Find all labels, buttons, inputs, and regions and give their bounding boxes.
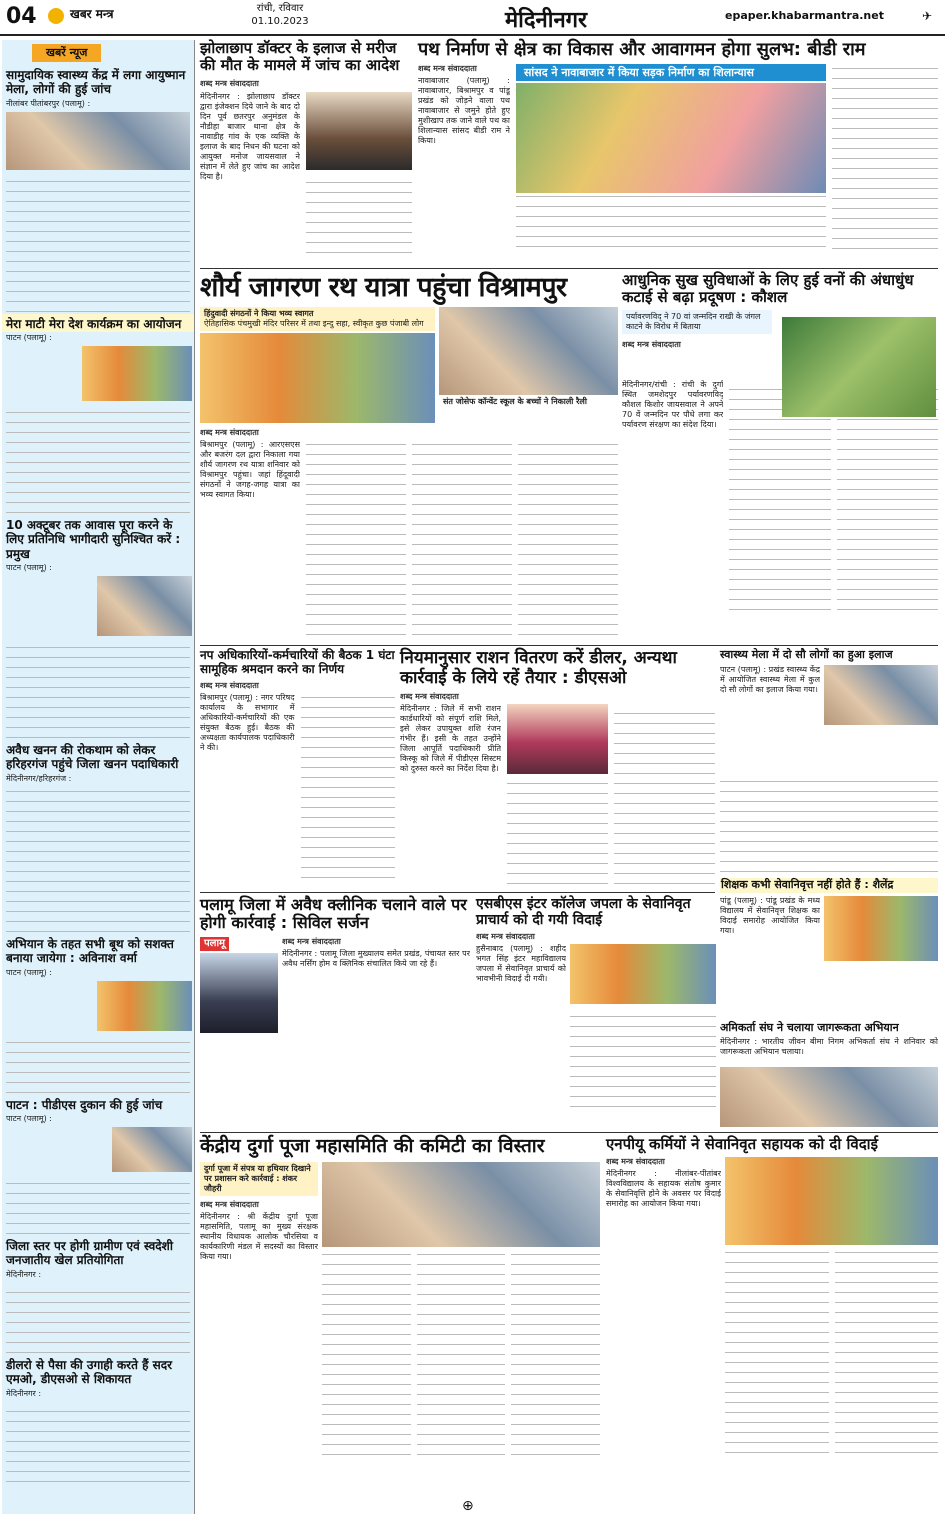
body-road-foundation-col3	[832, 64, 938, 249]
left-body-7	[6, 1283, 190, 1353]
body-rath-yatra-col2	[306, 440, 406, 635]
headline-npu-farewell: एनपीयू कर्मियों ने सेवानिवृत सहायक को दी विदाई	[606, 1135, 878, 1153]
divider	[200, 645, 938, 646]
body-ration-distribution: मेदिनीनगर : जिले में सभी राशन कार्डधारियों को संपूर्ण राशि मिले, इसे लेकर उपायुक्त शशि रंजन गंभीर हैं। इसी के तहत उन्होंने जिला आपूर्ति पदाधिकारी प्रीति किस्कू को जिले में पीडीएस सिस्टम को दुरुस्त करने का निर्देश दिया है।	[400, 704, 501, 774]
left-body-4	[6, 787, 190, 932]
masthead	[0, 0, 945, 36]
body-health-fair-cont	[720, 772, 938, 872]
left-dateline-6: पाटन (पलामू) :	[6, 1114, 52, 1124]
left-news-column	[2, 40, 195, 1514]
article-illegal-clinic	[200, 896, 470, 1128]
body-illegal-clinic: मेदिनीनगर : पलामू जिला मुख्यालय समेत प्रखंड, पंचायत स्तर पर अवैध नर्सिंग होम व क्लिनिक संचालित किये जा रहे हैं।	[282, 948, 470, 968]
left-dateline-2: पाटन (पलामू) :	[6, 332, 52, 342]
body-ration-col3	[614, 704, 715, 884]
brand-logo-icon	[48, 8, 64, 24]
left-headline-5: अभियान के तहत सभी बूथ को सशक्त बनाया जायेगा : अविनाश वर्मा	[6, 936, 174, 966]
epaper-link[interactable]: epaper.khabarmantra.net	[725, 9, 884, 22]
headline-doctor-probe: झोलाछाप डॉक्टर के इलाज से मरीज की मौत के मामले में जांच का आदेश	[200, 39, 400, 75]
body-college-farewell: हुसैनाबाद (पलामू) : शहीद भगत सिंह इंटर महाविद्यालय जपला में सेवानिवृत प्राचार्य को भावभीनी विदाई दी गयी।	[476, 944, 566, 984]
body-doctor-probe: मेदिनीनगर : झोलाछाप डॉक्टर द्वारा इंजेक्शन दिये जाने के बाद दो दिन पूर्व छतरपुर अनुमंडल के नौडीहा बाजार थाना क्षेत्र के नावाडीह गांव के एक व्यक्ति के इलाज के बाद निधन की घटना को आयुक्त मनोज जायसवाल ने संज्ञान में लेते हुए जांच का आदेश दिया है।	[200, 91, 300, 181]
headline-ration-distribution: नियमानुसार राशन वितरण करें डीलर, अन्यथा कार्रवाई के लिये रहें तैयार : डीएसओ	[400, 648, 677, 688]
body-council-meeting-col2	[301, 693, 396, 878]
headline-council-meeting: नप अधिकारियों-कर्मचारियों की बैठक 1 घंटा सामूहिक श्रमदान करने का निर्णय	[200, 648, 395, 676]
body-ration-col2	[507, 776, 608, 884]
article-road-foundation	[418, 40, 938, 265]
left-headline-1: सामुदायिक स्वास्थ्य केंद्र में लगा आयुष्मान मेला, लोगों की हुई जांच	[6, 67, 186, 97]
photo-plantation	[782, 317, 936, 417]
article-durga-puja	[200, 1136, 600, 1498]
byline-durga-puja: शब्द मन्त्र संवाददाता	[200, 1199, 259, 1209]
section-tag: खबरें न्यूज	[32, 44, 101, 62]
article-pollution	[622, 272, 938, 642]
body-rath-yatra-col4	[518, 440, 618, 635]
article-ration-distribution	[400, 649, 715, 889]
left-photo-5	[97, 981, 192, 1031]
byline-doctor-probe: शब्द मन्त्र संवाददाता	[200, 78, 259, 88]
photo-rath-yatra	[200, 333, 435, 423]
caption-rath-1: हिंदुवादी संगठनों ने किया भव्य स्वागत ऐतिहासिक पंचमुखी मंदिर परिसर में तथा इन्दु सहा, स्वीकृत कुछ पंजाबी लोग	[200, 307, 435, 331]
body-road-foundation-cont	[516, 195, 826, 247]
photo-civil-surgeon	[200, 953, 278, 1033]
left-dateline-8: मेदिनीनगर :	[6, 1388, 42, 1398]
registration-mark-icon: ⊕	[462, 1498, 474, 1514]
photo-npu-farewell	[725, 1157, 938, 1245]
left-photo-1	[6, 112, 190, 170]
left-headline-6: पाटन : पीडीएस दुकान की हुई जांच	[6, 1097, 163, 1112]
photo-teacher-retire	[824, 896, 938, 961]
body-durga-puja-col4	[511, 1250, 600, 1455]
byline-council-meeting: शब्द मन्त्र संवाददाता	[200, 680, 259, 690]
body-college-farewell-cont	[570, 1007, 716, 1107]
body-teacher-retire: पांडू (पलामू) : पांडू प्रखंड के मध्य विद्यालय में सेवानिवृत्त शिक्षक का विदाई समारोह आयोजित किया गया।	[720, 895, 820, 935]
article-npu-farewell	[606, 1136, 938, 1498]
photo-health-fair	[824, 665, 938, 725]
left-headline-7: जिला स्तर पर होगी ग्रामीण एवं स्वदेशी जनजातीय खेल प्रतियोगिता	[6, 1239, 173, 1268]
photo-road-foundation	[516, 83, 826, 193]
left-photo-2	[82, 346, 192, 401]
left-photo-6	[112, 1127, 192, 1172]
body-rath-yatra-col3	[412, 440, 512, 635]
divider	[200, 1132, 938, 1133]
headline-road-foundation: पथ निर्माण से क्षेत्र का विकास और आवागमन होगा सुलभ: बीडी राम	[418, 39, 866, 60]
article-teacher-retire	[720, 878, 938, 1018]
body-durga-puja-col2	[322, 1250, 411, 1455]
byline-npu-farewell: शब्द मन्त्र संवाददाता	[606, 1157, 665, 1167]
byline-pollution: शब्द मन्त्र संवाददाता	[622, 339, 681, 349]
left-dateline-3: पाटन (पलामू) :	[6, 563, 52, 573]
left-body-2	[6, 403, 190, 513]
byline-road-foundation: शब्द मन्त्र संवाददाता	[418, 63, 477, 73]
headline-illegal-clinic: पलामू जिला में अवैध क्लीनिक चलाने वाले पर होगी कार्रवाई : सिविल सर्जन	[200, 895, 467, 933]
article-doctor-probe	[200, 40, 412, 265]
subhead-road-foundation: सांसद ने नावाबाजार में किया सड़क निर्माण का शिलान्यास	[516, 64, 826, 82]
left-body-1	[6, 172, 190, 312]
left-dateline-4: मेदिनीनगर/हरिहरगंज :	[6, 773, 72, 783]
body-rath-yatra: बिश्रामपुर (पलामू) : आरएसएस और बजरंग दल द्वारा निकाला गया शौर्य जागरण रथ यात्रा शनिवार को विश्रामपुर पहुंचा। जहां हिंदूवादी संगठनों ने जगह-जगह यात्रा का भव्य स्वागत किया।	[200, 440, 300, 500]
place-day: रांची, रविवार	[256, 3, 304, 14]
photo-durga-puja	[322, 1162, 600, 1247]
article-council-meeting	[200, 649, 395, 889]
page-city-title: मेदिनीनगर	[505, 8, 588, 33]
body-durga-puja: मेदिनीनगर : श्री केंद्रीय दुर्गा पूजा महासमिति, पलामू का मुख्य संरक्षक स्थानीय विधायक आलोक चौरसिया व कार्यकारिणी मंडल में सदस्यों का विस्तार किया गया।	[200, 1211, 318, 1261]
byline-college-farewell: शब्द मन्त्र संवाददाता	[476, 932, 535, 942]
left-dateline-5: पाटन (पलामू) :	[6, 967, 52, 977]
article-rath-yatra	[200, 272, 618, 642]
article-college-farewell	[476, 896, 716, 1128]
left-dateline-1: नीलांबर पीतांबरपुर (पलामू) :	[6, 98, 91, 108]
headline-durga-puja: केंद्रीय दुर्गा पूजा महासमिति की कमिटी का विस्तार	[200, 1135, 545, 1157]
caption-durga-puja: दुर्गा पूजा में संपत्र या हथियार दिखाने पर प्रशासन करे कार्रवाई : शंकर जौहरी	[200, 1162, 318, 1196]
photo-label-palamu: पलामू	[200, 937, 229, 952]
headline-rath-yatra: शौर्य जागरण रथ यात्रा पहुंचा विश्रामपुर	[200, 272, 567, 303]
byline-ration-distribution: शब्द मन्त्र संवाददाता	[400, 692, 459, 702]
left-body-5	[6, 1033, 190, 1093]
left-dateline-7: मेदिनीनगर :	[6, 1269, 42, 1279]
dateline	[240, 3, 320, 28]
article-health-fair	[720, 649, 938, 771]
body-npu-farewell: मेदिनीनगर : नीलांबर-पीतांबर विश्वविद्यालय के सहायक संतोष कुमार के सेवानिवृत्ति होने के अवसर पर विदाई समारोह का आयोजन किया गया।	[606, 1169, 721, 1209]
body-agent-union: मेदिनीनगर : भारतीय जीवन बीमा निगम अभिकर्ता संघ ने शनिवार को जागरूकता अभियान चलाया।	[720, 1036, 938, 1056]
divider	[200, 268, 938, 269]
headline-health-fair: स्वास्थ्य मेला में दो सौ लोगों का हुआ इलाज	[720, 648, 893, 661]
issue-date: 01.10.2023	[251, 15, 309, 27]
left-headline-8: डीलरो से पैसा की उगाही करते हैं सदर एमओ, डीएसओ से शिकायत	[6, 1357, 173, 1387]
left-headline-3: 10 अक्टूबर तक आवास पूरा करने के लिए प्रतिनिधि भागीदारी सुनिश्चित करें : प्रमुख	[6, 517, 181, 561]
photo-dso	[507, 704, 608, 774]
left-photo-3	[97, 576, 192, 636]
photo-college-farewell	[570, 944, 716, 1004]
left-body-6	[6, 1174, 190, 1234]
body-doctor-probe-cont	[306, 173, 412, 253]
divider	[200, 892, 715, 893]
byline-rath-yatra: शब्द मन्त्र संवाददाता	[200, 428, 259, 438]
left-headline-2: मेरा माटी मेरा देश कार्यक्रम का आयोजन	[2, 314, 194, 332]
bird-icon: ✈	[922, 9, 933, 23]
caption-rath-2: संत जोसेफ कॉन्वेंट स्कूल के बच्चों ने निकाली रैली	[439, 395, 618, 409]
article-agent-union	[720, 1022, 938, 1132]
headline-college-farewell: एसबीएस इंटर कॉलेज जपला के सेवानिवृत प्राचार्य को दी गयी विदाई	[476, 896, 691, 929]
byline-illegal-clinic: शब्द मन्त्र संवाददाता	[282, 936, 341, 946]
caption-pollution: पर्यावरणविद् ने 70 वां जन्मदिन राखी के जंगल काटने के विरोध में बिताया	[622, 310, 772, 334]
photo-commissioner	[306, 92, 412, 170]
body-pollution: मेदिनीनगर/रांची : रांची के दुर्गा स्थित जमशेदपुर पर्यावरणविद् कौशल किशोर जायसवाल ने अपने 70 वें जन्मदिन पर पौधे लगा कर पर्यावरण संरक्षण का संदेश दिया।	[622, 379, 724, 429]
photo-agent-union	[720, 1067, 938, 1127]
body-npu-farewell-col3	[835, 1248, 939, 1453]
body-council-meeting: बिश्रामपुर (पलामू) : नगर परिषद कार्यालय के सभागार में अधिकारियों-कर्मचारियों की एक संयुक्त बैठक हुई। बैठक की अध्यक्षता कार्यपालक पदाधिकारी ने की।	[200, 692, 295, 752]
body-health-fair: पाटन (पलामू) : प्रखंड स्वास्थ्य केंद्र में आयोजित स्वास्थ्य मेला में कुल दो सौ लोगों का इलाज किया गया।	[720, 664, 820, 694]
headline-teacher-retire: शिक्षक कभी सेवानिवृत्त नहीं होते हैं : शैलेंद्र	[720, 878, 938, 893]
photo-school-rally	[439, 307, 618, 395]
brand-name: खबर मन्त्र	[70, 7, 114, 21]
left-body-3	[6, 638, 190, 738]
left-body-8	[6, 1402, 190, 1482]
body-npu-farewell-col2	[725, 1248, 829, 1453]
left-headline-4: अवैध खनन की रोकथाम को लेकर हरिहरगंज पहुंचे जिला खनन पदाधिकारी	[6, 743, 179, 772]
body-road-foundation: नावाबाजार (पलामू) : नावाबाजार, बिश्रामपुर व पांडू प्रखंड को जोड़ने वाला पथ नावाबाजार से जमुने होते हुए मुशीखाप तक जाने वाले पथ का शिलान्यास सांसद बीडी राम ने किया।	[418, 75, 510, 145]
headline-pollution: आधुनिक सुख सुविधाओं के लिए हुई वनों की अंधाधुंध कटाई से बढ़ा प्रदूषण : कौशल	[622, 271, 914, 307]
body-durga-puja-col3	[417, 1250, 506, 1455]
page-number: 04	[6, 4, 37, 29]
headline-agent-union: अमिकर्ता संघ ने चलाया जागरूकता अभियान	[720, 1021, 899, 1034]
